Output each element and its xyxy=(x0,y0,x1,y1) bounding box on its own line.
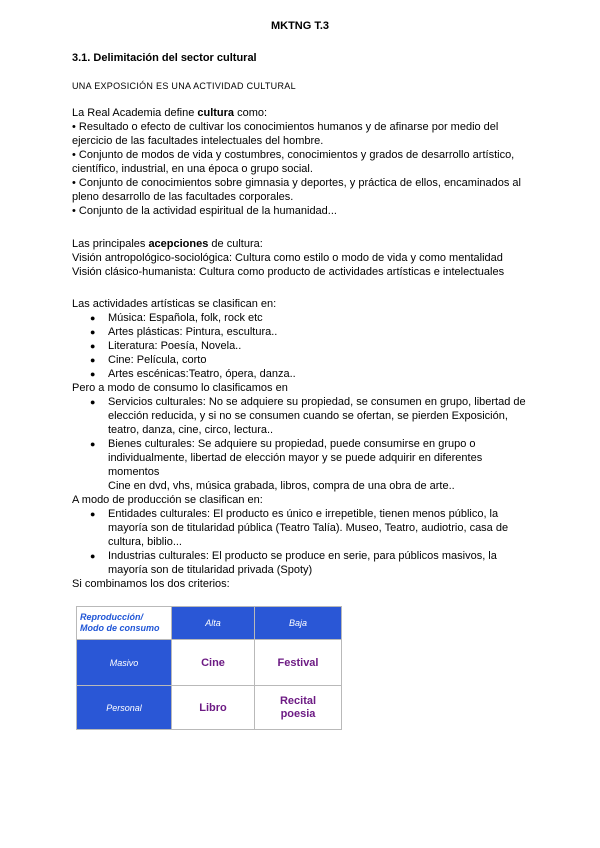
list-item xyxy=(72,395,532,437)
acepcion-line: Visión clásico-humanista: Cultura como producto de actividades artísticas e intelectuales xyxy=(72,266,505,278)
table-cell xyxy=(255,686,342,730)
subheading: UNA EXPOSICIÓN ES UNA ACTIVIDAD CULTURAL xyxy=(72,81,296,91)
acepciones-intro-suffix: de cultura: xyxy=(208,238,263,250)
table-row xyxy=(77,640,342,686)
list-item xyxy=(72,325,532,339)
list-item-text: Entidades culturales: El producto es único e irrepetible, tienen menos público, la mayoría son de titularidad pública (Teatro Talía). Museo, Teatro, audiotrio, casa de cultura, biblio... xyxy=(108,508,509,548)
bullet-icon: ● xyxy=(90,439,96,449)
acepciones-intro-prefix: Las principales xyxy=(72,238,149,250)
corner-line-2: Modo de consumo xyxy=(80,623,160,633)
criteria-table xyxy=(76,606,342,730)
acepciones-keyword: acepciones xyxy=(148,238,209,250)
definition-item: • Conjunto de conocimientos sobre gimnasia y deportes, y práctica de ellos, encaminados al pleno desarrollo de las facultades corporales. xyxy=(72,177,521,203)
artisticas-list xyxy=(72,311,532,381)
table-cell: Libro xyxy=(172,686,255,730)
produccion-list xyxy=(72,507,532,577)
artisticas-intro: Las actividades artísticas se clasifican en: xyxy=(72,298,277,310)
list-item-text: Bienes culturales: Se adquiere su propiedad, puede consumirse en grupo o individualmente, libertad de elección mayor y se puede adquirir en diferentes momentos xyxy=(108,438,483,478)
list-item xyxy=(72,339,532,353)
bullet-icon: ● xyxy=(90,327,96,337)
list-item-text: Música: Española, folk, rock etc xyxy=(108,312,263,324)
definition-intro xyxy=(72,106,532,120)
list-item-text: Literatura: Poesía, Novela.. xyxy=(108,340,242,352)
row-header: Personal xyxy=(77,686,172,730)
section-heading: 3.1. Delimitación del sector cultural xyxy=(72,52,257,64)
column-header: Alta xyxy=(172,607,255,640)
column-header: Baja xyxy=(255,607,342,640)
bullet-icon: ● xyxy=(90,369,96,379)
bullet-icon: ● xyxy=(90,355,96,365)
table-cell: Festival xyxy=(255,640,342,686)
row-header: Masivo xyxy=(77,640,172,686)
document-title: MKTNG T.3 xyxy=(270,20,330,32)
bullet-icon: ● xyxy=(90,551,96,561)
list-item xyxy=(72,367,532,381)
list-item xyxy=(72,311,532,325)
bullet-icon: ● xyxy=(90,397,96,407)
acepciones-block xyxy=(72,237,532,279)
list-item-continuation xyxy=(72,479,532,493)
acepcion-line: Visión antropológico-sociológica: Cultura como estilo o modo de vida y como mentalidad xyxy=(72,252,503,264)
definition-block xyxy=(72,106,532,218)
definition-intro-suffix: como: xyxy=(234,107,268,119)
acepciones-intro xyxy=(72,237,532,251)
recital-text: Recital poesia xyxy=(279,694,317,720)
list-item xyxy=(72,353,532,367)
list-item-text: Cine en dvd, vhs, música grabada, libros, compra de una obra de arte.. xyxy=(108,480,455,492)
table-corner-cell xyxy=(77,607,172,640)
consumo-intro: Pero a modo de consumo lo clasificamos en xyxy=(72,382,288,394)
list-item xyxy=(72,507,532,549)
list-item xyxy=(72,549,532,577)
corner-line-1: Reproducción/ xyxy=(80,612,144,622)
list-item-text: Industrias culturales: El producto se produce en serie, para públicos masivos, la mayoría son de titularidad privada (Spoty) xyxy=(108,550,497,576)
list-item xyxy=(72,437,532,479)
table-header-row xyxy=(77,607,342,640)
definition-intro-prefix: La Real Academia define xyxy=(72,107,198,119)
combine-line: Si combinamos los dos criterios: xyxy=(72,578,230,590)
list-item-text: Artes escénicas:Teatro, ópera, danza.. xyxy=(108,368,296,380)
produccion-intro: A modo de producción se clasifican en: xyxy=(72,494,263,506)
list-item-text: Servicios culturales: No se adquiere su propiedad, se consumen en grupo, libertad de elección reducida, y si no se consumen cuando se ofertan, se pierden Exposición, teatro, danza, cine, circo, lectura.. xyxy=(108,396,526,436)
consumo-list xyxy=(72,395,532,493)
definition-item: • Resultado o efecto de cultivar los conocimientos humanos y de afinarse por medio del ejercicio de las facultades intelectuales del hombre. xyxy=(72,121,499,147)
definition-keyword: cultura xyxy=(197,107,235,119)
table-cell: Cine xyxy=(172,640,255,686)
list-item-text: Artes plásticas: Pintura, escultura.. xyxy=(108,326,278,338)
activities-block xyxy=(72,297,532,591)
bullet-icon: ● xyxy=(90,313,96,323)
bullet-icon: ● xyxy=(90,509,96,519)
bullet-icon: ● xyxy=(90,341,96,351)
table-row xyxy=(77,686,342,730)
definition-item: • Conjunto de la actividad espiritual de la humanidad... xyxy=(72,205,337,217)
list-item-text: Cine: Película, corto xyxy=(108,354,207,366)
definition-item: • Conjunto de modos de vida y costumbres, conocimientos y grados de desarrollo artístico, científico, industrial, en una época o grupo social. xyxy=(72,149,515,175)
